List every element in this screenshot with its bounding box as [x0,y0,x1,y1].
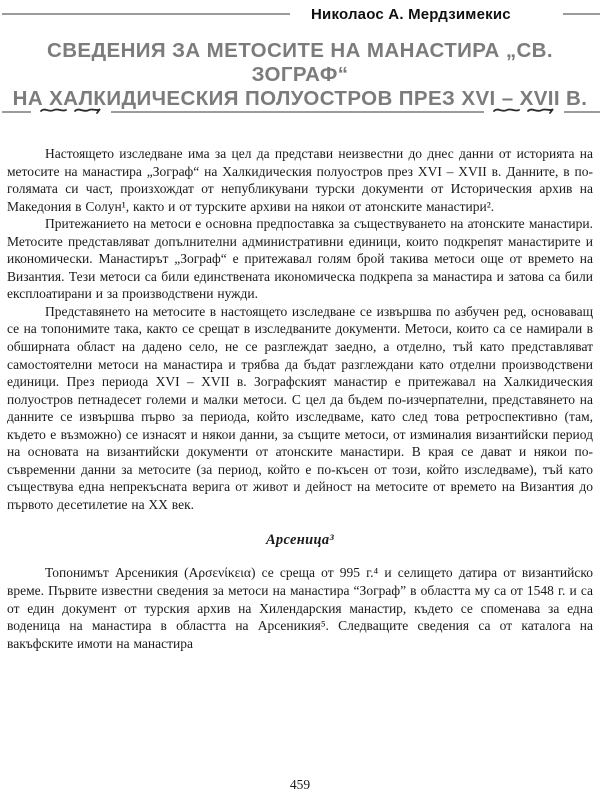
ornament-dash-right [564,111,600,113]
section-heading-arsenitsa: Арсеница³ [265,532,335,549]
swash-ornament-icon [39,103,103,121]
page-header [2,4,600,24]
article-title-line-1: СВЕДЕНИЯ ЗА МЕТОСИТЕ НА МАНАСТИРА „СВ. ЗОГРАФ“ [47,39,553,86]
article-title [0,39,600,111]
ornament-dash-left [2,111,31,113]
header-rule-right [563,13,600,15]
article-title-line-2: НА ХАЛКИДИЧЕСКИЯ ПОЛУОСТРОВ ПРЕЗ XVI – XVII В. [12,87,588,110]
ornament-line-middle [111,111,484,113]
paragraph: Представянето на метосите в настоящето изследване се извършва по азбучен ред, основаващ се на топонимите така, както се срещат в изследваните документи. Метоси, които са се намирали в обширната област на дадено село, не се разглеждат заедно, а отделно, тъй като представляват самостоятелни метоси на манастира и трябва да бъдат разглеждани като отделни производствени единици. През периода XVI – XVII в. Зографският манастир е притежавал на Халкидическия полуостров петнадесет големи и малки метоси. С цел да бъдем по-изчерпателни, представянето на данните се извършва първо за периода, който изследваме, като след това ретроспективно (там, където е възможно) се изнасят и някои данни, за същите метоси, от изминалия византийски период на основата на византийски документи от атонските манастири. В края се дават и някои по-съвременни данни за метосите (за период, който е по-късен от този, който изследваме), тъй като съществува една непрекъсната верига от живот и дейност на метосите от времето на Византия до първото десетилетие на XX век. [7,303,593,512]
paragraph: Настоящето изследване има за цел да представи неизвестни до днес данни от историята на метосите на манастира „Зограф“ на Халкидическия полуостров през XVI – XVII в. Данните, в по-голямата си част, произхождат от непубликувани турски документи от Историческия архив на Македония в Солун¹, както и от турските архиви на някои от атонските манастири². [7,146,593,214]
page-number: 459 [289,777,311,792]
article-body [7,145,593,652]
swash-ornament-icon [492,103,556,121]
author-name: Николаос А. Мердзимекис [311,5,511,23]
paragraph: Топонимът Арсеникия (Αρσενίκεια) се среща от 995 г.⁴ и селището датира от византийско време. Първите известни сведения за метоси на манастира “Зограф” в областта му са от 1548 г. и са от един документ от турския архив на Хилендарския манастир, където се споменава за една воденица на манастира в областта на Арсеникия⁵. Следващите сведения са от каталога на вакъфските имоти на манастира [7,565,593,651]
paragraph: Притежанието на метоси е основна предпоставка за съществуването на атонските манастири. Метосите представляват допълнителни административни единици, които подкрепят манастирите и икономически. Манастирът „Зограф“ е притежавал голям брой такива метоси още от времето на Византия. Тези метоси са били единствената икономическа подкрепа за манастира и затова са били експлоатирани и за производствени нужди. [7,216,593,302]
ornament-divider [2,105,600,119]
header-rule-left [2,13,290,15]
